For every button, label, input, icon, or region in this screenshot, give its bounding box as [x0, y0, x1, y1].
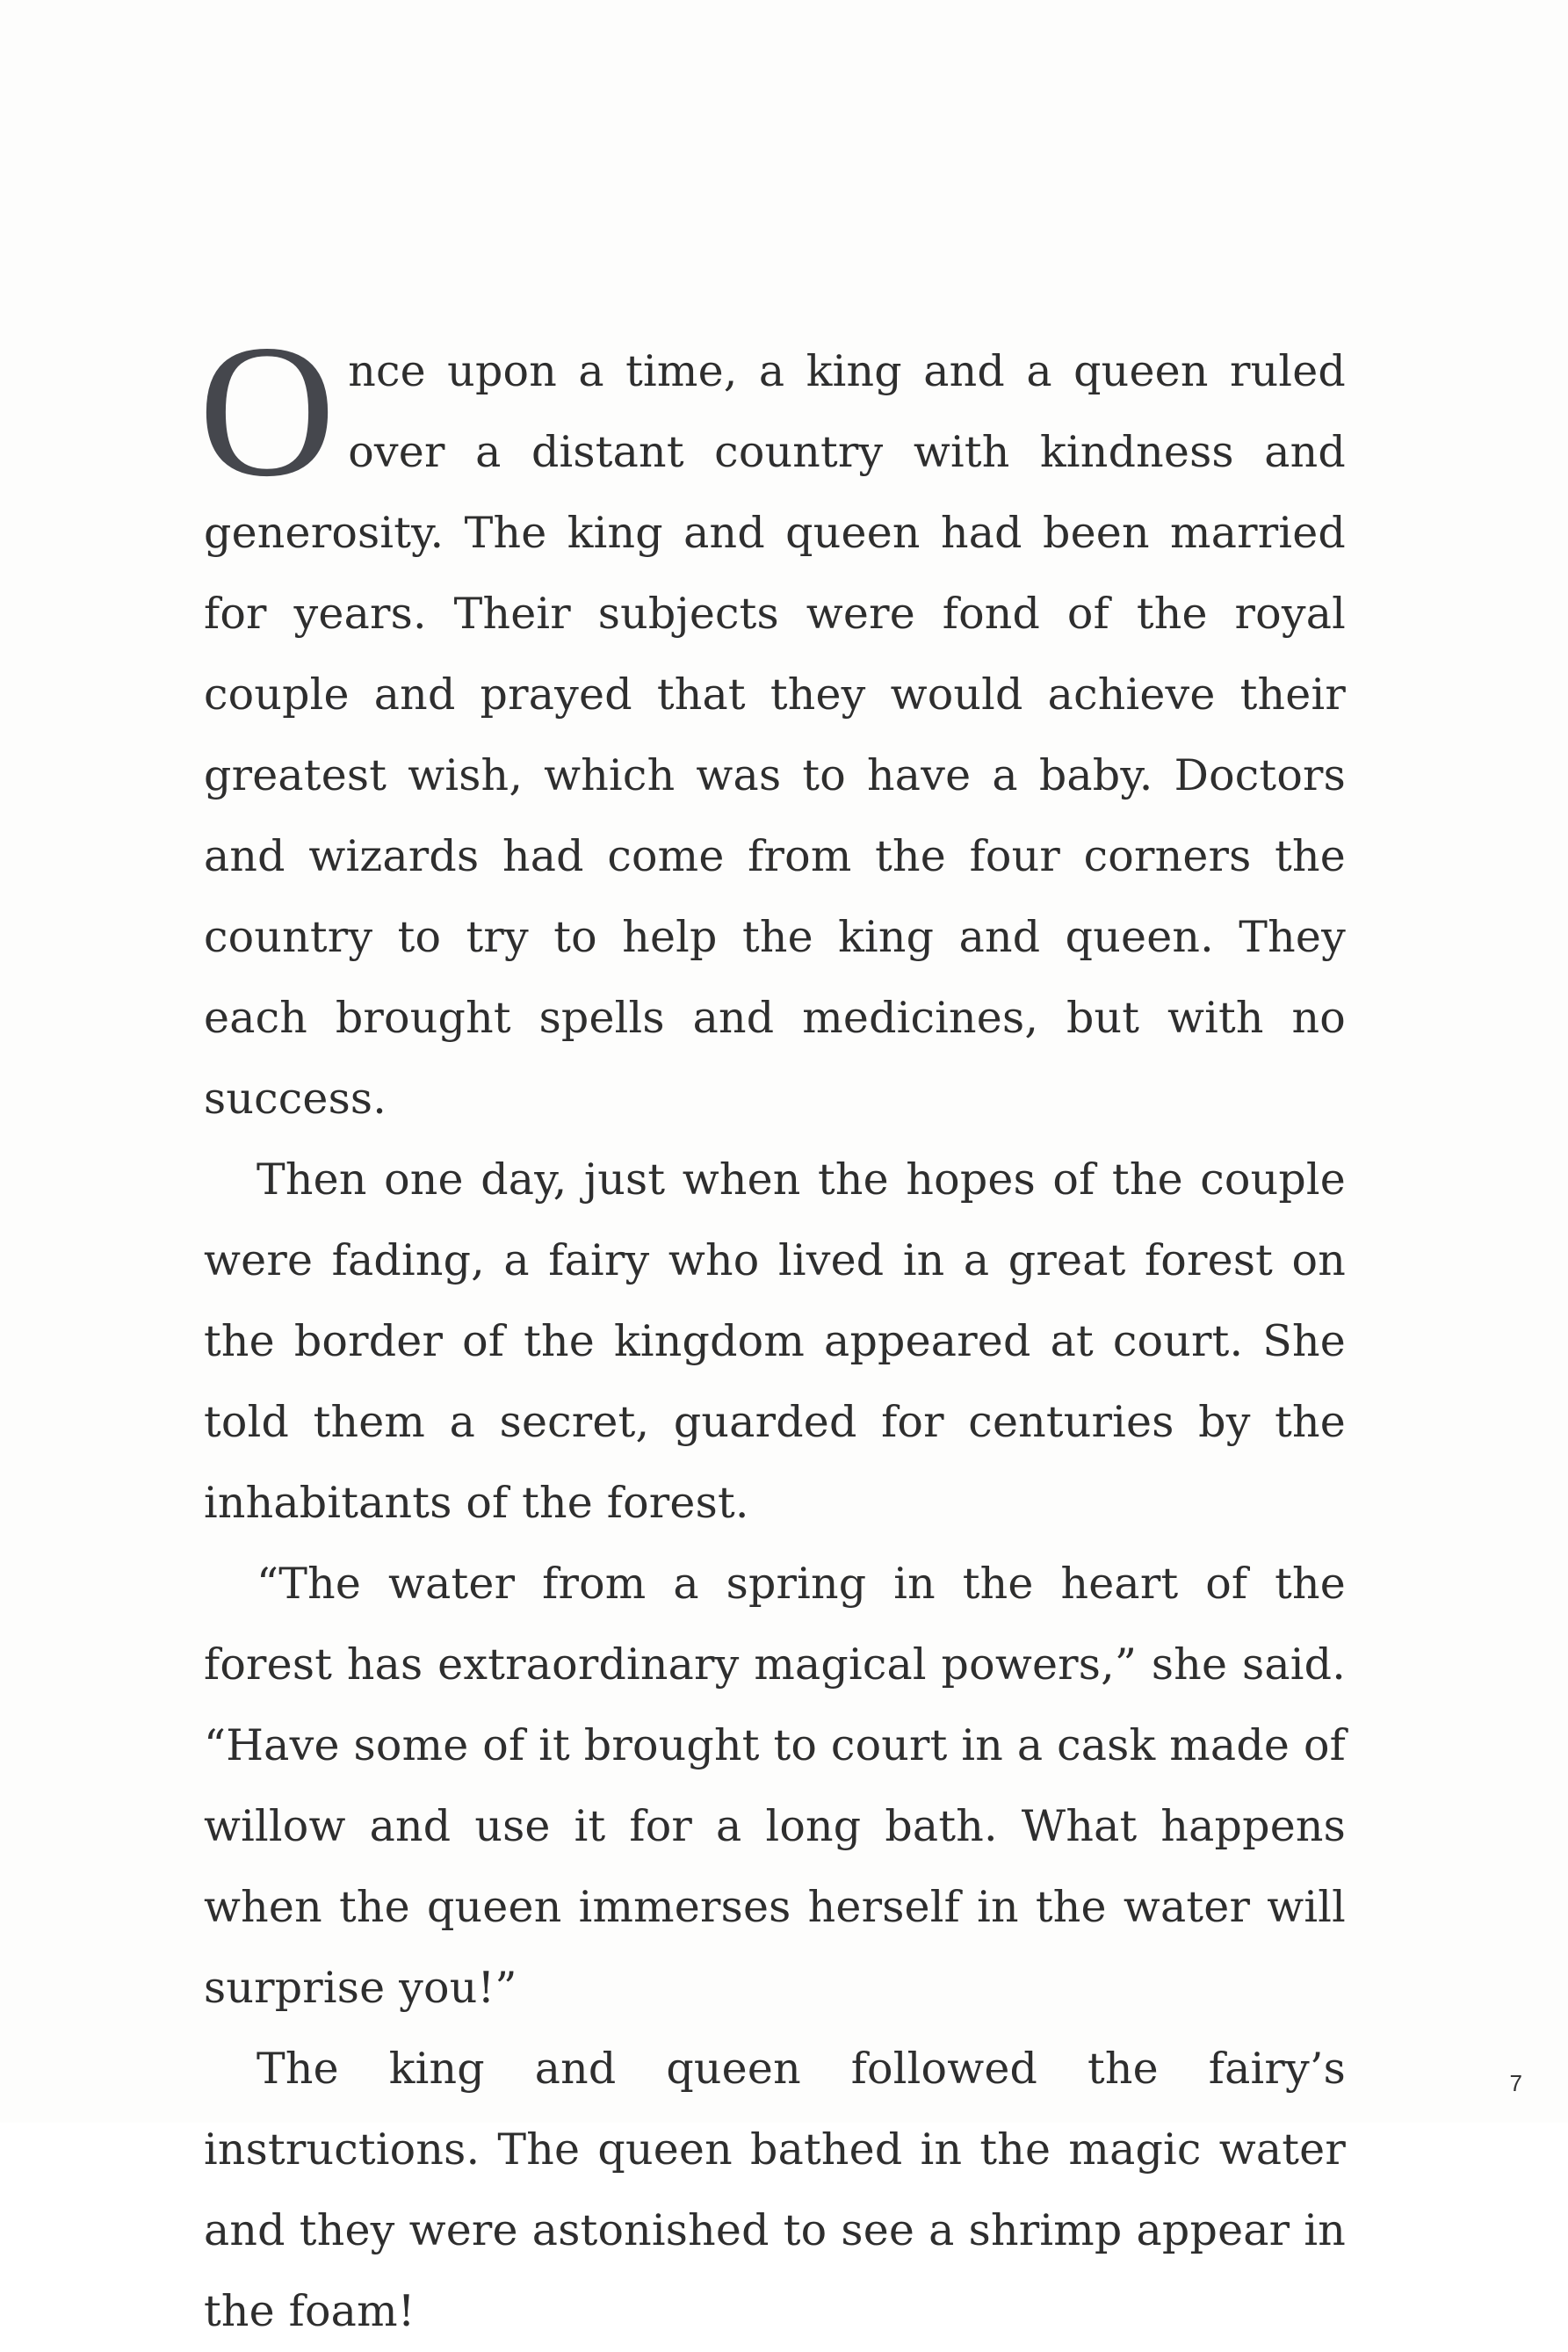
paragraph-4: The king and queen followed the fairy’s instructions. The queen bathed in the magic water and they were astonished to see a shrimp appear in the foam!	[204, 2044, 1346, 2336]
paragraph-1	[199, 306, 1346, 1140]
paragraph-3: “The water from a spring in the heart of the forest has extraordinary magical powers,” she said. “Have some of it brought to court in a cask made of willow and use it for a long bath. What happens when the queen immerses herself in the water will surprise you!”	[204, 1559, 1346, 2013]
page-number: 7	[1509, 2070, 1522, 2096]
drop-cap: O	[199, 306, 336, 516]
story-text	[199, 306, 1346, 2352]
paragraph-2: Then one day, just when the hopes of the couple were fading, a fairy who lived in a great forest on the border of the kingdom appeared at court. She told them a secret, guarded for centuries by the inhabitants of the forest.	[204, 1154, 1346, 1528]
paragraph-1-text: nce upon a time, a king and a queen ruled over a distant country with kindness and generosity. The king and queen had been married for years. Their subjects were fond of the royal couple and prayed that they would achieve their greatest wish, which was to have a baby. Doctors and wizards had come from the four corners the country to try to help the king and queen. They each brought spells and medicines, but with no success.	[204, 346, 1346, 1124]
